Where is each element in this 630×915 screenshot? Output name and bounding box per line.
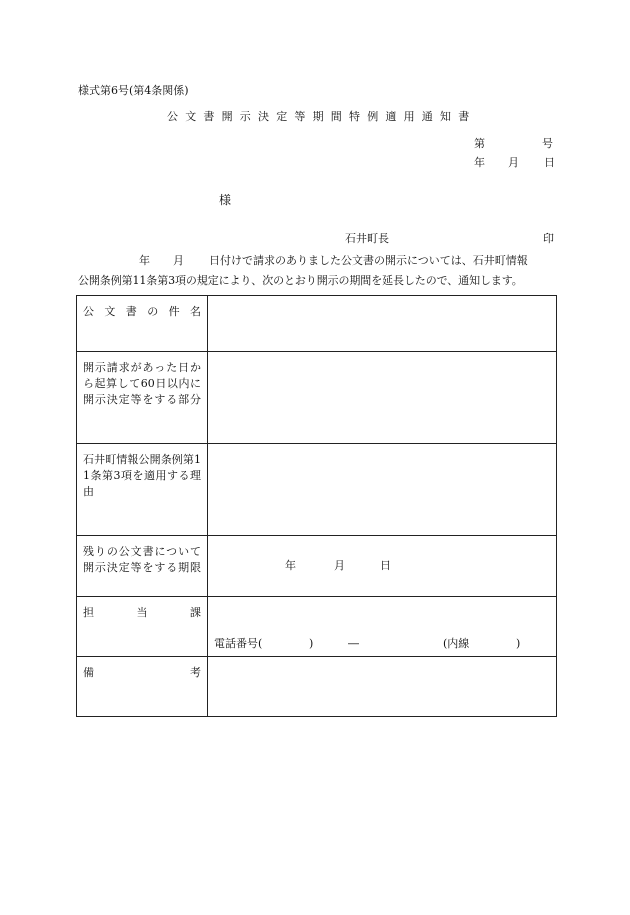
label-cell [77, 657, 208, 717]
department-label [83, 605, 201, 621]
body-request-text: 日付けで請求のありました公文書の開示については、石井町情報 [209, 254, 528, 267]
extension-close: ) [516, 637, 521, 650]
extension-label: (内線 [443, 637, 470, 650]
form-number-label: 様式第6号(第4条関係) [78, 84, 189, 97]
table-row-partial-disclosure [77, 352, 557, 444]
document-name-label: 公文書の件名 [83, 305, 201, 318]
body-request-month: 月 [173, 254, 184, 267]
table-row-document-name [77, 296, 557, 352]
body-text-line-2: 公開条例第11条第3項の規定により、次のとおり開示の期間を延長したので、通知します。 [78, 274, 523, 287]
deadline-year-unit: 年 [285, 559, 296, 572]
deadline-label: 残りの公文書について開示決定等をする期限 [83, 545, 201, 574]
remarks-label-char-2: 考 [190, 666, 201, 679]
partial-disclosure-label: 開示請求があった日から起算して60日以内に開示決定等をする部分 [83, 361, 201, 406]
reason-label: 石井町情報公開条例第11条第3項を適用する理由 [83, 453, 201, 498]
notice-form-table [76, 295, 557, 717]
table-row-department [77, 597, 557, 657]
remarks-field[interactable] [208, 657, 557, 717]
table-row-deadline [77, 536, 557, 597]
remarks-label-char-1: 備 [83, 666, 94, 679]
doc-number-prefix: 第 [474, 137, 485, 150]
issue-date-year: 年 [474, 156, 485, 169]
label-cell [77, 536, 208, 597]
reason-field[interactable] [208, 444, 557, 536]
phone-dash: ― [348, 637, 359, 650]
phone-label: 電話番号( [214, 637, 263, 650]
deadline-day-unit: 日 [380, 559, 391, 572]
document-name-field[interactable] [208, 296, 557, 352]
deadline-month-unit: 月 [334, 559, 345, 572]
remarks-label [83, 665, 201, 681]
table-row-reason [77, 444, 557, 536]
label-cell [77, 597, 208, 657]
document-title: 公文書開示決定等期間特例適用通知書 [167, 110, 477, 123]
label-cell [77, 296, 208, 352]
partial-disclosure-field[interactable] [208, 352, 557, 444]
addressee-honorific: 様 [219, 193, 232, 207]
department-label-char-2: 当 [136, 606, 148, 619]
department-field[interactable] [208, 597, 557, 657]
table-row-remarks [77, 657, 557, 717]
department-label-char-1: 担 [83, 606, 94, 619]
label-cell [77, 352, 208, 444]
doc-number-suffix: 号 [542, 137, 553, 150]
phone-area-close: ) [309, 637, 314, 650]
sender-name: 石井町長 [345, 232, 389, 245]
seal-mark: 印 [543, 232, 554, 245]
label-cell [77, 444, 208, 536]
issue-date-day: 日 [544, 156, 555, 169]
issue-date-month: 月 [508, 156, 519, 169]
department-label-char-3: 課 [190, 606, 201, 619]
deadline-field[interactable] [208, 536, 557, 597]
body-request-year: 年 [139, 254, 150, 267]
